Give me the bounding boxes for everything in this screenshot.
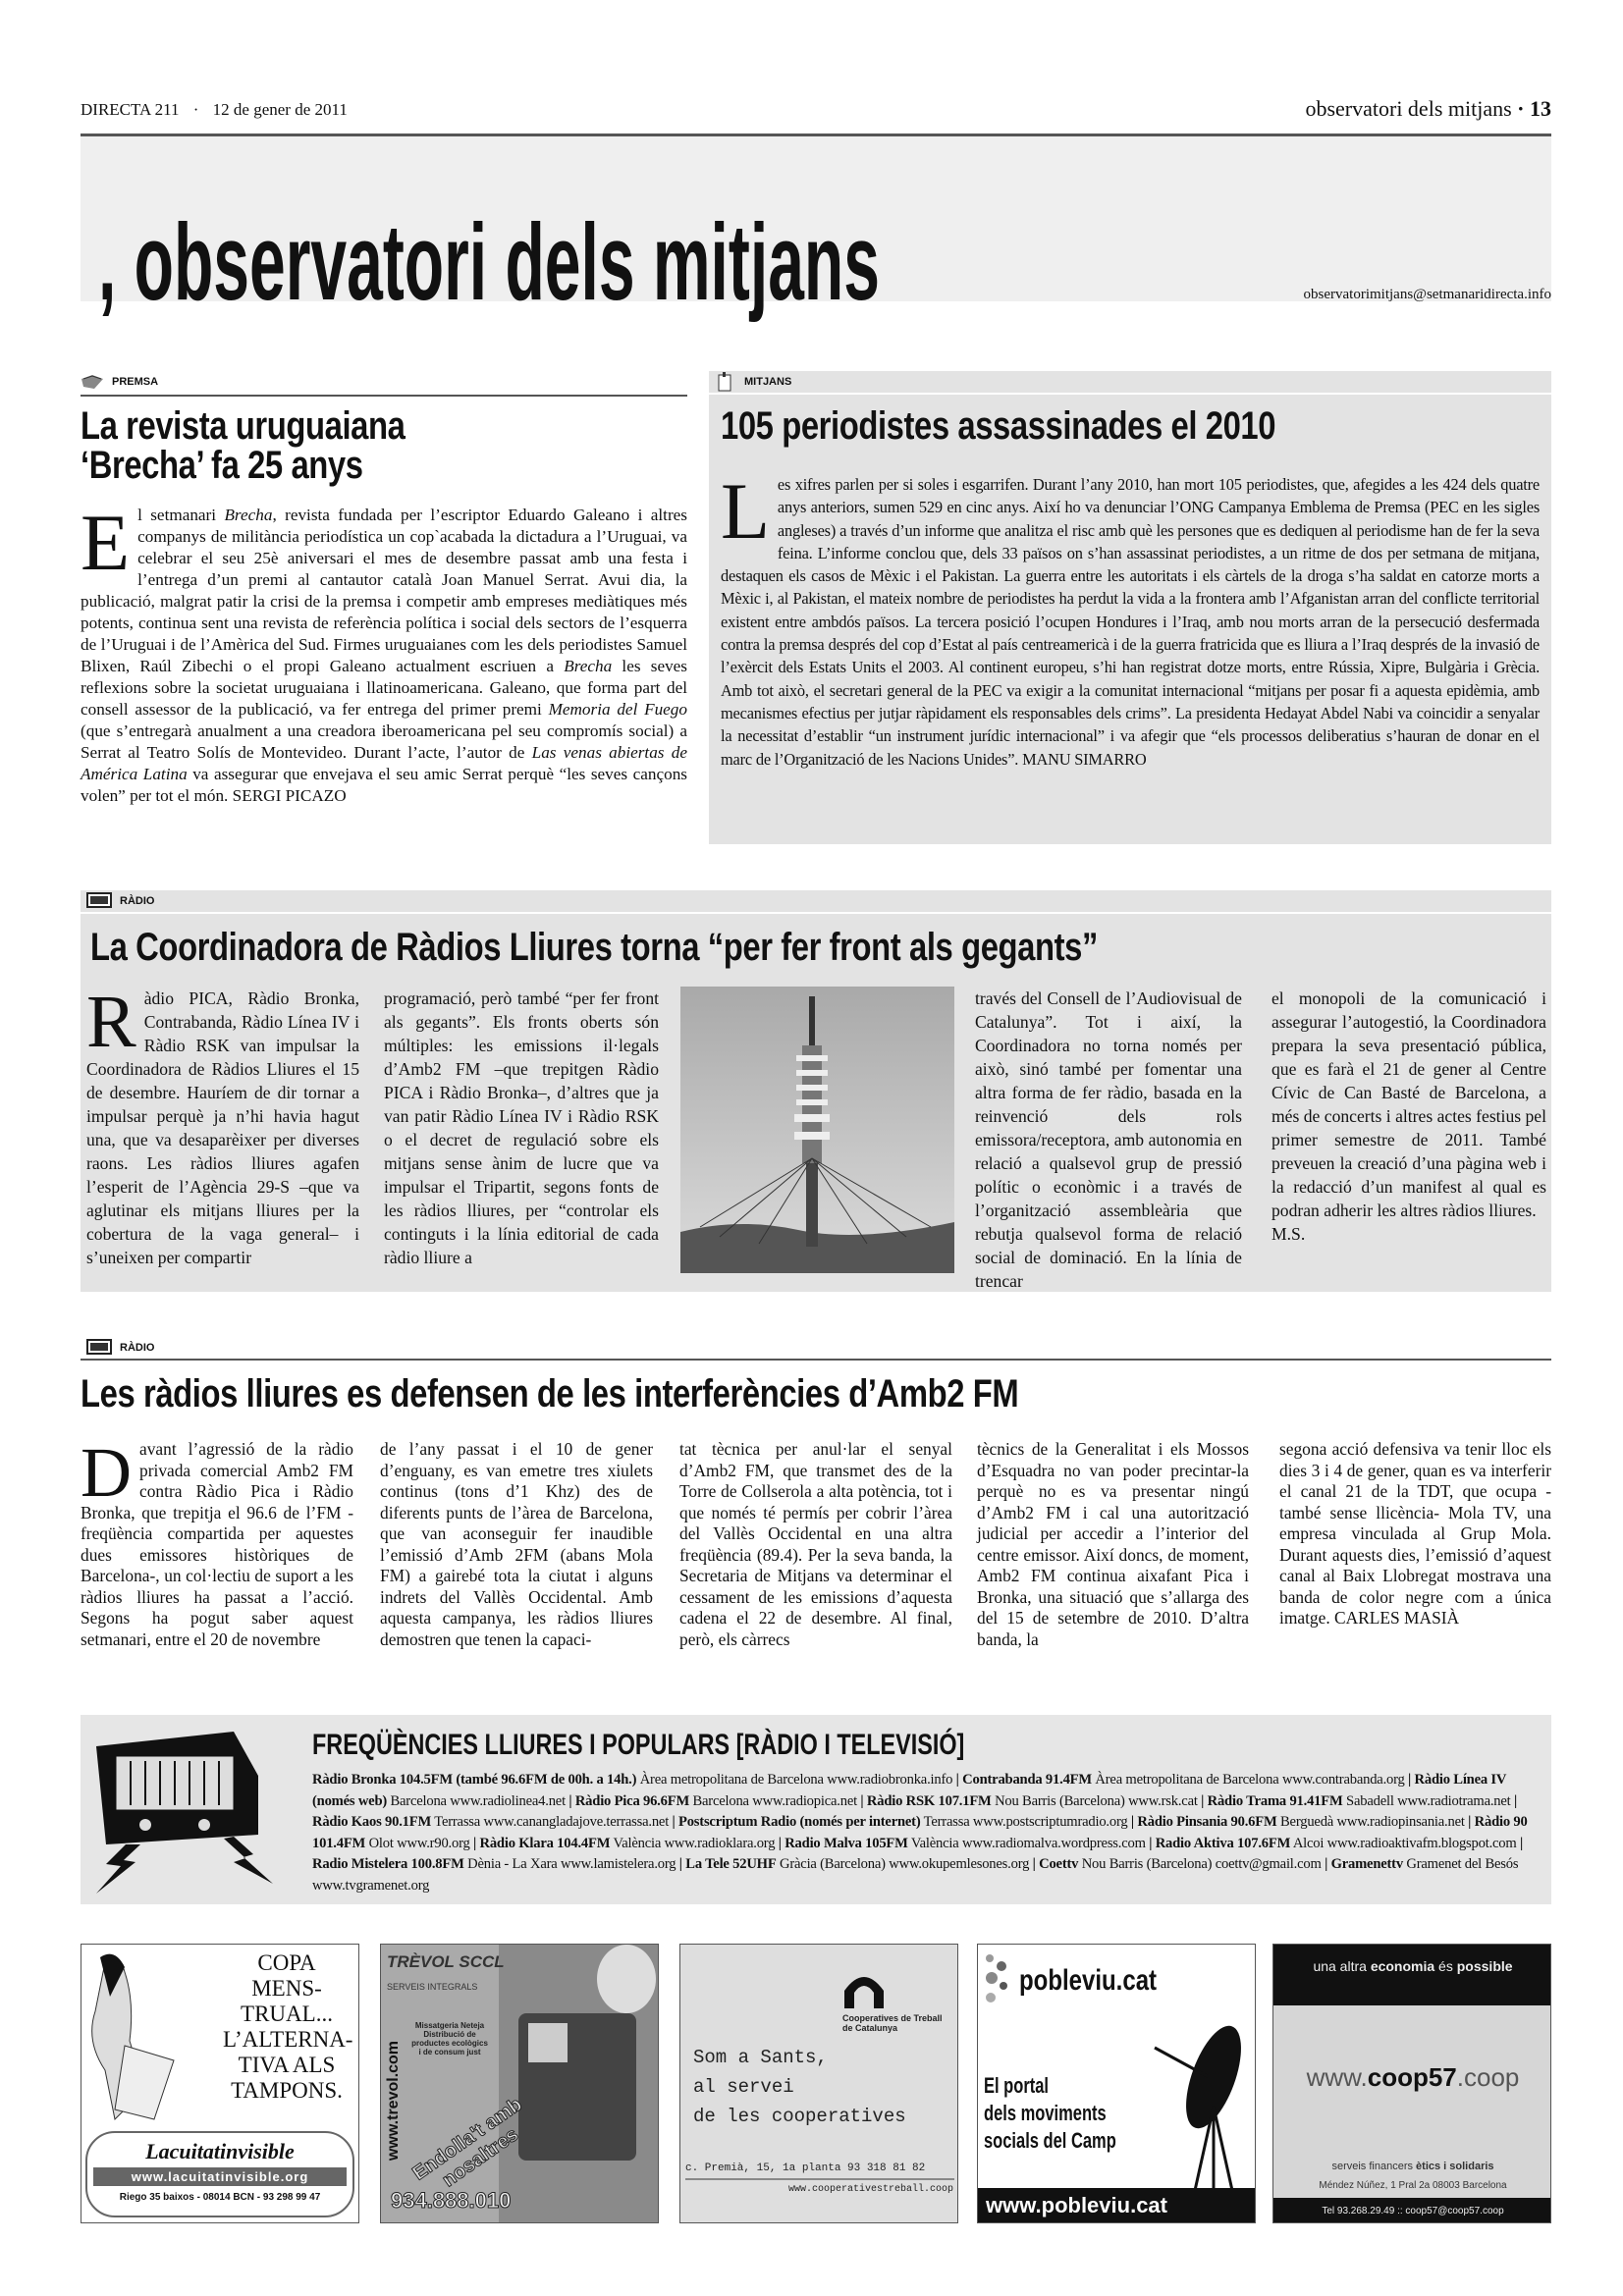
- ad-phone: 934.888.010: [391, 2188, 512, 2213]
- station-details: Barcelona www.radiopica.net: [689, 1792, 857, 1809]
- sun-drawing: [597, 1945, 656, 2013]
- station-details: València www.radioklara.org: [610, 1835, 776, 1851]
- station-details: Berguedà www.radiopinsania.net: [1276, 1814, 1465, 1830]
- body-text: l setmanari: [137, 506, 225, 524]
- body-text: el monopoli de la comunicació i assegurar l’autogestió, la Coordinadora prepara la seva presentació pública, que es farà el 21 de gener al Centre Cívic de Can Basté de Barcelona, a més de concerts i altres actes festius pel primer semestre de 2011. També preveuen la creació d’una pàgina web i la redacció d’un manifest al qual es podran adherir les altres ràdios lliures.: [1271, 988, 1546, 1220]
- url-part: .coop: [1456, 2062, 1520, 2092]
- mitjans-icon: [715, 372, 736, 392]
- body-text: (que s’entregarà anualment a una creadora iberoamericana pel seu compromís social) a Serrat al Teatro Solís de Montevideo. Durant l’acte, l’autor de: [81, 721, 687, 762]
- article-mitjans: [709, 371, 1551, 844]
- ad-address: c. Premià, 15, 1a planta 93 318 81 82: [685, 2163, 954, 2180]
- ad-contact: Tel 93.268.29.49 :: coop57@coop57.coop: [1273, 2198, 1551, 2223]
- article-headline: [81, 1374, 1224, 1414]
- page-number: 13: [1530, 96, 1551, 121]
- article-body: [81, 498, 687, 807]
- ad-line: TRUAL...: [241, 2002, 333, 2026]
- body-text: avant l’agressió de la ràdio privada comercial Amb2 FM contra Ràdio Pica i Ràdio Bronka, que trepitja el 96.6 de l’FM -freqüència compartida per aquestes dues emissores històriques de Barcelona-, un col·lectiu de suport a les ràdios lliures ha passat a l’acció. Segons ha pogut saber aquest setmanari, entre el 20 de novembre: [81, 1439, 353, 1649]
- dots-logo: [982, 1952, 1011, 2011]
- ad-brand: TRÈVOL SCCL: [387, 1952, 505, 1971]
- section-label-text: RÀDIO: [120, 895, 155, 907]
- station-details: Alcoi www.radioaktivafm.blogspot.com: [1290, 1835, 1517, 1851]
- ad-org: Cooperatives de Treball de Catalunya: [842, 2013, 943, 2033]
- station-name: Ràdio Kaos 90.1FM: [312, 1814, 432, 1830]
- ad-url[interactable]: [1273, 2062, 1551, 2093]
- old-radio-icon: [86, 1727, 283, 1898]
- station-name: Radio Mistelera 100.8FM: [312, 1856, 464, 1872]
- body-text: es xifres parlen per si soles i esgarrifen. Durant l’any 2010, han mort 105 periodistes, que, afegides a les 424 dels quatre anys anteriors, sumen 529 en cinc anys. Així ho va denunciar l’ONG Campanya Emblema de Premsa (PEC en les sigles angleses) a través d’un informe que analitza el risc amb què les persones que es dediquen al periodisme han de fer la seva feina. L’informe conclou que, dels 33 països on s’han assassinat periodistes, a un ritme de dos per setmana de mitjana, destaquen els casos de Mèxic i el Pakistan. La guerra entre les autoritats i els càrtels de la droga s’ha saldat en catorze morts a Mèxic i, al Pakistan, el mateix nombre de periodistes ha perdut la vida a la frontera amb l’Afganistan arran del conflicte territorial existent entre ambdós països. La tercera posició l’ocupen Hondures i l’Iraq, amb nou morts arran de la persecució desfermada contra la premsa després del cop d’Estat al país centreamericà i de la guerra fratricida que es lliura a l’Iraq després de la invasió de l’exèrcit dels Estats Units el 2003. Al continent europeu, s’hi han registrat dotze morts, entre Rússia, Xipre, Bulgària i Grècia. Amb tot això, el secretari general de la PEC va exigir a la comunitat internacional “mitjans per posar fi a aquesta epidèmia, amb mecanismes efectius per jutjar ràpidament els responsables dels crims”. La presidenta Hedayat Abdel Nabi va coincidir a senyalar la necessitat d’establir “un instrument jurídic internacional” i va afegir que “els processos deliberatius s’hauran de donar en el marc de l’Organització de les Nacions Unides”. MANU SIMARRO: [721, 475, 1540, 769]
- entry-separator: |: [565, 1792, 575, 1809]
- publication-issue: DIRECTA 211: [81, 100, 180, 119]
- ad-lacuitatinvisible[interactable]: [81, 1944, 359, 2223]
- article-headline: [90, 928, 1319, 967]
- station-name: Radio Aktiva 107.6FM: [1155, 1835, 1291, 1851]
- ad-slogan: Endolla't amb nosaltres: [408, 2093, 526, 2192]
- ad-trevol[interactable]: [380, 1944, 659, 2223]
- frequencies-box: [81, 1715, 1551, 1904]
- article-column: tècnics de la Generalitat i els Mossos d’Esquadra no van poder precintar-la perquè no es va presentar ningú d’Amb2 FM i cal una autorització judicial per accedir a l’interior del centre emissor. Així doncs, de moment, Amb2 FM continua aixafant Pica i Bronka, una situació que s’allarga des del 15 de setembre de 2010. D’altra banda, la: [977, 1439, 1249, 1649]
- station-details: Barcelona www.radiolinea4.net: [387, 1792, 566, 1809]
- station-name: Ràdio Klara 104.4FM: [479, 1835, 611, 1851]
- station-details: València www.radiomalva.wordpress.com: [907, 1835, 1146, 1851]
- body-text: àdio PICA, Ràdio Bronka, Contrabanda, Ràdio Línea IV i Ràdio RSK van impulsar la Coordinadora de Ràdios Lliures el 15 de desembre. Hauríem de dir tornar a impulsar perquè ja n’hi havia hagut una, que va desaparèixer per diverses raons. Les ràdios lliures agafen l’esperit de l’Agència 29-S –que va aglutinar els mitjans lliures per la cobertura de la vaga general– i s’uneixen per compartir: [86, 988, 359, 1267]
- header-separator: ·: [192, 100, 199, 119]
- station-name: Contrabanda 91.4FM: [962, 1772, 1092, 1788]
- ad-url: www.cooperativestreball.coop: [787, 2184, 953, 2195]
- body-italic: Brecha: [564, 657, 613, 675]
- body-italic: Brecha: [224, 506, 273, 524]
- ad-cooperatives-treball[interactable]: [679, 1944, 958, 2223]
- station-name: Radio Malva 105FM: [784, 1835, 908, 1851]
- article-signature: M.S.: [1271, 1224, 1306, 1244]
- ad-footer: [85, 2131, 354, 2217]
- entry-separator: |: [469, 1835, 480, 1851]
- section-label-text: MITJANS: [744, 376, 792, 388]
- station-details: Àrea metropolitana de Barcelona www.contrabanda.org: [1091, 1772, 1405, 1788]
- article-coordinadora: [81, 890, 1551, 1292]
- section-label: [81, 1337, 1551, 1361]
- station-details: Terrassa www.canangladajove.terrassa.net: [431, 1814, 670, 1830]
- ad-line: El portal: [984, 2073, 1050, 2098]
- article-interferencies: [81, 1337, 1551, 1681]
- frequencies-title: [312, 1729, 1149, 1762]
- headline-line: ‘Brecha’ fa 25 anys: [81, 444, 363, 487]
- cooperatives-logo: [842, 1969, 886, 2008]
- entry-separator: |: [1145, 1835, 1156, 1851]
- services-text: serveis financers: [1331, 2161, 1417, 2172]
- ad-url: www.lacuitatinvisible.org: [93, 2167, 347, 2186]
- section-label: [81, 890, 1551, 914]
- article-column: programació, però també “per fer front als gegants”. Els fronts oberts són múltiples: les emissions il·legals d’Amb2 FM –que trepitgen Ràdio PICA i Ràdio Bronka–, d’altres que ja van patir Ràdio Línea IV i Ràdio RSK o el decret de regulació sobre els mitjans sense ànim de lucre que va impulsar el Tripartit, segons fonts de les ràdios lliures, per “controlar els continguts i la línia editorial de cada ràdio lliure a: [384, 988, 659, 1267]
- station-details: Terrassa www.postscriptumradio.org: [920, 1814, 1128, 1830]
- ad-line: al servei: [693, 2076, 794, 2098]
- headline-text: La Coordinadora de Ràdios Lliures torna “per fer front als gegants”: [90, 926, 1098, 969]
- ad-copy: [693, 2043, 906, 2131]
- ad-address: Riego 35 baixos - 08014 BCN - 93 298 99 47: [119, 2192, 321, 2203]
- article-column: [1271, 987, 1546, 1246]
- collserola-tower-photo: [680, 987, 954, 1273]
- station-name: Ràdio Línea IV (només web): [312, 1772, 1506, 1809]
- banner-title-text: , observatori dels mitjans: [98, 202, 880, 323]
- headline-line: La revista uruguaiana: [81, 404, 406, 448]
- station-details: Nou Barris (Barcelona) coettv@gmail.com: [1078, 1856, 1322, 1872]
- entry-separator: |: [856, 1792, 867, 1809]
- drop-cap: D: [81, 1433, 132, 1512]
- article-column: segona acció defensiva va tenir lloc els dies 3 i 4 de gener, quan es va interferir el canal 21 de la TDT, que ocupa -també sense llicència- Mola TV, una empresa vinculada al Grup Mola. Durant aquests dies, l’emissió d’aquest canal al Baix Llobregat mostrava una banda de color negre com a única imatge. CARLES MASIÀ: [1279, 1439, 1551, 1628]
- body-text: , revista fundada per l’escriptor Eduardo Galeano i altres companys de militància periodística un cop`acabada la dictadura a l’Uruguai, va celebrar el seu 25è aniversari el mes de desembre passat amb una festa i l’entrega d’un premi al cantautor català Joan Manuel Serrat. Avui dia, la publicació, malgrat patir la crisi de la premsa i competir amb empreses mediàtiques més potents, continua sent una revista de referència política i social dels sectors de l’esquerra de l’Uruguai i de l’Amèrica del Sud. Firmes uruguaianes com les dels periodistes Samuel Blixen, Raúl Zibechi o el propi Galeano actualment escriuen a: [81, 506, 687, 675]
- ad-coop57[interactable]: [1272, 1944, 1551, 2223]
- banner-title: [98, 202, 1401, 332]
- article-column: [81, 1433, 353, 1650]
- station-details: Àrea metropolitana de Barcelona www.radiobronka.info: [636, 1772, 953, 1788]
- station-details: Gràcia (Barcelona) www.okupemlesones.org: [776, 1856, 1030, 1872]
- ad-line: de les cooperatives: [693, 2106, 906, 2127]
- ad-url: www.trevol.com: [385, 2040, 402, 2162]
- drop-cap: R: [86, 981, 136, 1063]
- issue-date: 12 de gener de 2011: [212, 100, 348, 119]
- station-name: Ràdio Bronka 104.5FM (també 96.6FM de 00h. a 14h.): [312, 1772, 637, 1788]
- page-header: [81, 96, 1551, 135]
- ad-tag: possible: [1456, 1958, 1513, 1974]
- services-text: ètics i solidaris: [1416, 2161, 1494, 2172]
- entry-separator: |: [1464, 1814, 1475, 1830]
- station-details: Nou Barris (Barcelona) www.rsk.cat: [991, 1792, 1198, 1809]
- article-column: [86, 981, 359, 1269]
- ad-tag: és: [1434, 1958, 1457, 1974]
- newspaper-icon: [81, 373, 104, 391]
- ad-line: MENS-: [251, 1976, 322, 2001]
- station-details: Sabadell www.radiotrama.net: [1342, 1792, 1511, 1809]
- tv-icon: [86, 892, 112, 910]
- section-label: [709, 371, 1551, 395]
- frequencies-title-text: FREQÜÈNCIES LLIURES I POPULARS [RÀDIO I TELEVISIÓ]: [312, 1729, 965, 1761]
- body-text: va assegurar que envejava el seu amic Serrat perquè “les seves cançons volen” per tot el món. SERGI PICAZO: [81, 765, 687, 805]
- station-name: Ràdio Pica 96.6FM: [574, 1792, 690, 1809]
- ad-address: Méndez Núñez, 1 Pral 2a 08003 Barcelona: [1319, 2180, 1507, 2191]
- ad-services: Missatgeria Neteja Distribució de productes ecològics i de consum just: [411, 2021, 488, 2056]
- article-headline: [81, 406, 687, 485]
- ad-line: TIVA ALS: [238, 2053, 336, 2077]
- woman-illustration: [85, 1952, 203, 2129]
- frequencies-list: [312, 1770, 1540, 1896]
- article-column: través del Consell de l’Audiovisual de Catalunya”. Tot i així, la Coordinadora no torna només per això, sinó també per fomentar una altra forma de fer ràdio, basada en la reinvenció dels rols emissora/receptora, amb autonomia en relació a qualsevol grup de pressió polític o econòmic i a través de l’organització assembleària que rebutja qualsevol forma de relació social de dominació. En la línia de trencar: [975, 988, 1242, 1291]
- body-italic: Las venas abiertas de América Latina: [81, 743, 687, 783]
- entry-separator: |: [1516, 1835, 1524, 1851]
- ad-brand: pobleviu.cat: [1019, 1964, 1158, 1997]
- ad-pobleviu[interactable]: [977, 1944, 1256, 2223]
- station-details: Olot www.r90.org: [365, 1835, 470, 1851]
- ad-brand: Lacuitatinvisible: [145, 2139, 295, 2163]
- ad-line: L’ALTERNA-: [223, 2027, 353, 2052]
- entry-separator: |: [775, 1835, 785, 1851]
- drop-cap: E: [81, 498, 131, 587]
- satellite-dish-illustration: [1115, 2018, 1253, 2195]
- ad-services: [1273, 2161, 1551, 2172]
- url-part: www.: [1306, 2062, 1368, 2092]
- station-name: Postscriptum Radio (només per internet): [678, 1814, 921, 1830]
- url-part: coop57: [1367, 2062, 1457, 2092]
- article-headline: [721, 406, 1540, 446]
- drop-cap: L: [721, 466, 770, 556]
- section-label-text: PREMSA: [112, 376, 159, 388]
- station-name: Ràdio Pinsania 90.6FM: [1137, 1814, 1277, 1830]
- ad-subtitle: SERVEIS INTEGRALS: [387, 1982, 478, 1992]
- station-name: Ràdio RSK 107.1FM: [866, 1792, 992, 1809]
- station-name: Ràdio 90 101.4FM: [312, 1814, 1528, 1851]
- entry-separator: |: [1404, 1772, 1415, 1788]
- entry-separator: |: [1029, 1856, 1040, 1872]
- headline-text: Les ràdios lliures es defensen de les interferències d’Amb2 FM: [81, 1372, 1019, 1415]
- article-column: tat tècnica per anul·lar el senyal d’Amb2 FM, que transmet des de la Torre de Collserola a alta potència, tot i que només té permís per cobrir l’àrea del Vallès Occidental en una altra freqüència (89.4). Per la seva banda, la Secretaria de Mitjans va determinar el cessament de les emissions d’aquesta cadena el 22 de desembre. Al final, però, els càrrecs: [679, 1439, 952, 1649]
- ad-tag: economia: [1370, 1958, 1435, 1974]
- entry-separator: |: [952, 1772, 963, 1788]
- ad-copy: [223, 1950, 351, 2104]
- body-italic: Memoria del Fuego: [548, 700, 687, 719]
- ad-line: dels moviments: [984, 2101, 1107, 2125]
- entry-separator: |: [676, 1856, 686, 1872]
- tv-icon: [86, 1339, 112, 1357]
- entry-separator: |: [1510, 1792, 1517, 1809]
- article-body: [721, 466, 1540, 771]
- ad-line: COPA: [257, 1950, 316, 1975]
- station-name: La Tele 52UHF: [685, 1856, 777, 1872]
- ad-copy: [984, 2072, 1116, 2155]
- station-name: Ràdio Trama 91.41FM: [1207, 1792, 1343, 1809]
- station-name: Coettv: [1039, 1856, 1079, 1872]
- ad-top-band: [1273, 1945, 1551, 2005]
- section-page: observatori dels mitjans · 13: [1305, 96, 1551, 121]
- section-label-text: RÀDIO: [120, 1342, 155, 1354]
- ad-url: www.pobleviu.cat: [978, 2188, 1256, 2223]
- ad-tag: una altra: [1313, 1958, 1371, 1974]
- entry-separator: |: [1321, 1856, 1331, 1872]
- station-details: Dènia - La Xara www.lamistelera.org: [463, 1856, 676, 1872]
- station-details: Gramenet del Besós www.tvgramenet.org: [312, 1856, 1519, 1894]
- van-window: [528, 2023, 568, 2062]
- body-text: les seves reflexions sobre la societat uruguaiana i llatinoamericana. Galeano, que forma part del consell assessor de la publicació, va fer entrega del primer premi: [81, 657, 687, 719]
- ad-line: Som a Sants,: [693, 2047, 828, 2068]
- section-label: [81, 373, 687, 397]
- section-name: observatori dels mitjans: [1305, 96, 1512, 121]
- article-column: de l’any passat i el 10 de gener d’enguany, es van emetre tres xiulets continus (tons d’1 Khz) des de diferents punts de l’àrea de Barcelona, que van aconseguir fer inaudible l’emissió d’Amb 2FM (abans Mola FM) a gairebé tota la ciutat i alguns indrets del Vallès Occidental. Amb aquesta campanya, les ràdios lliures demostren que tenen la capaci-: [380, 1439, 653, 1649]
- article-premsa: [81, 373, 687, 807]
- entry-separator: |: [1197, 1792, 1208, 1809]
- banner-email[interactable]: observatorimitjans@setmanaridirecta.info: [1303, 287, 1551, 302]
- ad-line: TAMPONS.: [231, 2078, 343, 2103]
- entry-separator: |: [1127, 1814, 1138, 1830]
- headline-text: 105 periodistes assassinades el 2010: [721, 404, 1276, 448]
- ad-line: socials del Camp: [984, 2128, 1116, 2153]
- entry-separator: |: [669, 1814, 678, 1830]
- station-name: Gramenettv: [1330, 1856, 1403, 1872]
